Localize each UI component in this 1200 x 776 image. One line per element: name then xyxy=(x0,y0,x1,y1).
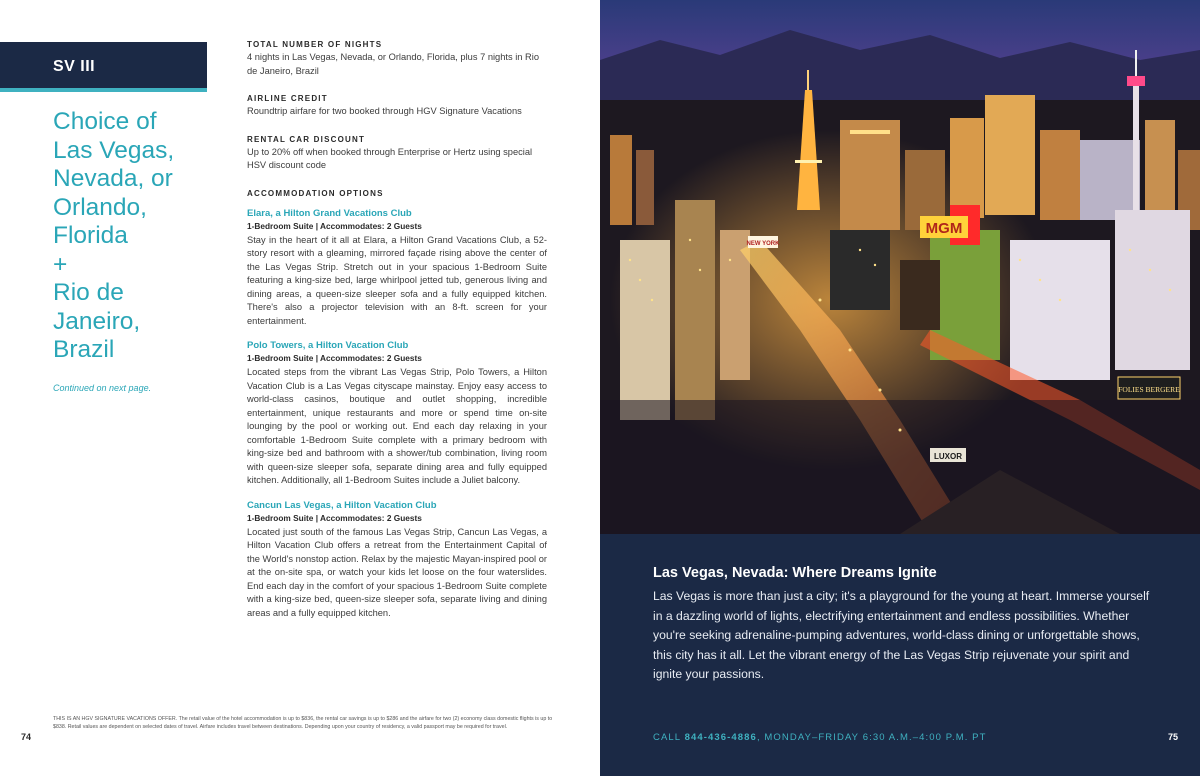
accommodation-heading: ACCOMMODATION OPTIONS xyxy=(247,188,384,198)
resort-suite-info: 1-Bedroom Suite | Accommodates: 2 Guests xyxy=(247,353,422,363)
title-line: Florida xyxy=(53,222,128,249)
title-line: Las Vegas, xyxy=(53,136,175,164)
resort-name: Cancun Las Vegas, a Hilton Vacation Club xyxy=(247,499,437,511)
page-number-left: 74 xyxy=(21,732,32,742)
continued-note: Continued on next page. xyxy=(53,383,152,393)
resort-description: Stay in the heart of it all at Elara, a Hilton Grand Vacations Club, a 52-story resort with a gleaming, mirrored façade rising above the center of the Las Vegas Strip. Stretch out in your spacious 1-Bedroom Suite featuring a king-size bed, large whirlpool jetted tub, generous living and dining areas, a queen-size sleeper sofa and a fully equipped kitchen. There's also a projector television with an 8-ft. screen for your entertainment. xyxy=(247,234,547,326)
city-skyline-illustration xyxy=(600,0,1200,534)
rental-body: Up to 20% off when booked through Enterprise or Hertz using special HSV discount code xyxy=(247,146,533,170)
resort-cancun xyxy=(247,500,547,621)
call-line xyxy=(653,732,987,743)
las-vegas-night-photo xyxy=(600,0,1200,534)
section-tag-band xyxy=(0,42,207,92)
rental-heading: RENTAL CAR DISCOUNT xyxy=(247,134,366,144)
feature-title: Las Vegas, Nevada: Where Dreams Ignite xyxy=(653,565,937,581)
airline-heading: AIRLINE CREDIT xyxy=(247,94,328,103)
section-tag: SV III xyxy=(53,58,96,75)
accommodation-section xyxy=(247,189,547,621)
call-hours: , MONDAY–FRIDAY 6:30 A.M.–4:00 P.M. PT xyxy=(756,732,987,743)
nights-heading: TOTAL NUMBER OF NIGHTS xyxy=(247,40,383,49)
title-line: Rio de xyxy=(53,279,124,306)
sign-folies-text: FOLIES BERGERE xyxy=(1118,385,1180,394)
title-line: Orlando, xyxy=(53,193,147,221)
title-line: + xyxy=(53,250,68,278)
title-line: Choice of xyxy=(53,108,157,135)
resort-polo-towers xyxy=(247,340,547,488)
rental-section xyxy=(247,135,547,173)
details-column xyxy=(247,40,547,620)
page-number-right: 75 xyxy=(1168,732,1179,742)
sign-luxor-text: LUXOR xyxy=(934,452,962,461)
foreground-shadow xyxy=(600,400,1200,534)
airline-section xyxy=(247,94,547,119)
resort-suite-info: 1-Bedroom Suite | Accommodates: 2 Guests xyxy=(247,512,422,523)
resort-name: Elara, a Hilton Grand Vacations Club xyxy=(247,207,412,219)
resort-name: Polo Towers, a Hilton Vacation Club xyxy=(247,340,409,351)
sign-newyork-text: NEW YORK xyxy=(746,241,780,247)
resort-description: Located just south of the famous Las Vegas Strip, Cancun Las Vegas, a Hilton Vacation Club offers a retreat from the Entertainment Capital of the World's nonstop action. Relax by the majestic Mayan-inspired pool or at the on-site spa, or watch your kids let loose on the four waterslides. End each day in the comfort of your spacious 1-Bedroom Suite complete with a king-size bed, queen-size sleeper sofa, separate living and dining areas and a fully equipped kitchen. xyxy=(247,526,547,618)
phone-number[interactable]: 844-436-4886 xyxy=(684,732,757,743)
title-line: Brazil xyxy=(53,336,115,363)
legal-disclaimer: THIS IS AN HGV SIGNATURE VACATIONS OFFER. The retail value of the hotel accommodation is up to $836, the rental car savings is up to $286 and the airfare for two (2) economy class domestic flights is up to $838. Retail values are dependent on selected dates of travel. Airfare includes travel between destinations. Depending upon your country of residency, a valid passport may be required for travel. xyxy=(53,716,553,730)
sign-mgm-text: MGM xyxy=(925,220,963,237)
page-title xyxy=(53,108,203,365)
title-line: Janeiro, xyxy=(53,307,141,335)
feature-body: Las Vegas is more than just a city; it's a playground for the young at heart. Immerse yourself in a dazzling world of lights, electrifying entertainment and endless possibilities. Whether you're seeking adrenaline-pumping adventures, world-class dining or unforgettable shows, this city has it all. Let the vibrant energy of the Las Vegas Strip rejuvenate your spirit and ignite your passions. xyxy=(653,589,1150,681)
resort-elara xyxy=(247,208,547,329)
resort-description: Located steps from the vibrant Las Vegas Strip, Polo Towers, a Hilton Vacation Club is a Las Vegas cityscape mainstay. Enjoy easy access to world-class casinos, boutique and outlet shopping, incredible entertainment, unique restaurants and more or spend time on-site lounging by the pool or working out. End each day relaxing in your comfortable 1-Bedroom Suite complete with a primary bedroom with king-size bed and bathroom with a shower/tub combination, living room with queen-size sleeper sofa, separate dining area and fully equipped kitchen. Additionally, all 1-Bedroom Suites include a Juliet balcony. xyxy=(247,367,547,485)
title-line: Nevada, or xyxy=(53,165,173,192)
nights-section xyxy=(247,40,547,78)
resort-suite-info: 1-Bedroom Suite | Accommodates: 2 Guests xyxy=(247,220,422,231)
airline-body: Roundtrip airfare for two booked through HGV Signature Vacations xyxy=(247,106,522,116)
nights-body: 4 nights in Las Vegas, Nevada, or Orlando, Florida, plus 7 nights in Rio de Janeiro, Brazil xyxy=(247,52,539,76)
right-page xyxy=(600,0,1200,776)
call-prefix: CALL xyxy=(653,732,685,743)
